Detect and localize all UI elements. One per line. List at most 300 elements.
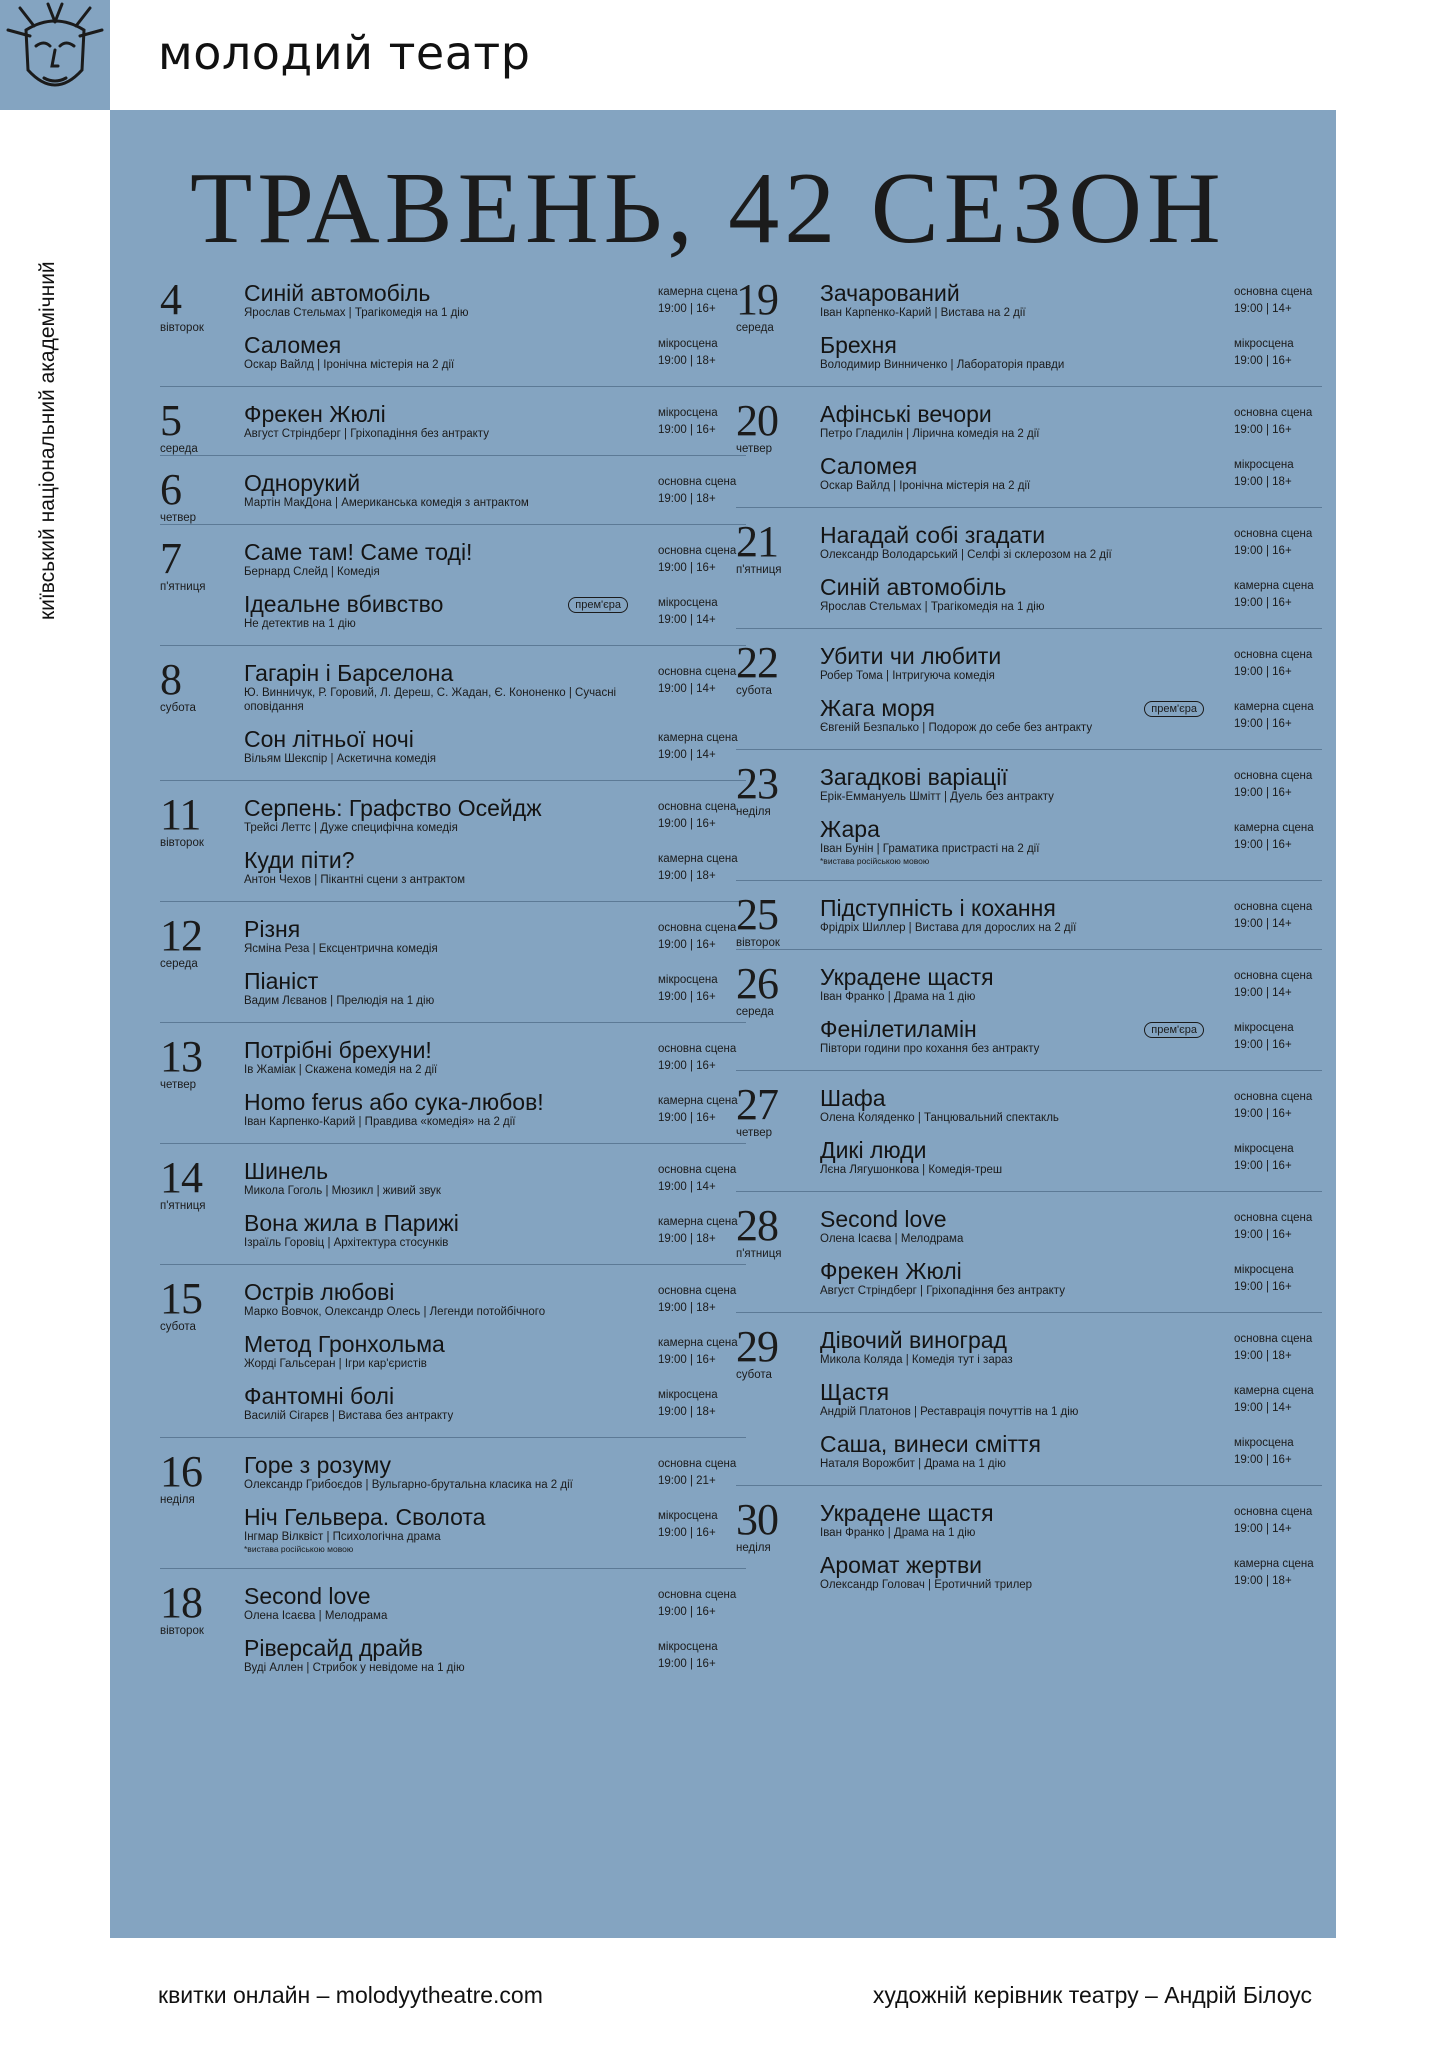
- show-venue-time: [1234, 405, 1322, 439]
- show-stage: камерна сцена: [658, 732, 738, 744]
- show-time-age: 19:00 | 16+: [1234, 839, 1292, 851]
- show-venue-time: [1234, 1141, 1322, 1175]
- schedule-day: [160, 655, 746, 781]
- show-list: [820, 1327, 1322, 1471]
- show-time-age: 19:00 | 16+: [1234, 1108, 1292, 1120]
- show-item[interactable]: [820, 1327, 1322, 1367]
- schedule-day: [160, 911, 746, 1023]
- show-item[interactable]: [820, 1085, 1322, 1125]
- show-item[interactable]: [244, 726, 746, 766]
- show-title[interactable]: Аромат жертви: [820, 1552, 983, 1578]
- show-title[interactable]: Потрібні брехуни!: [244, 1037, 432, 1063]
- show-time-age: 19:00 | 16+: [1234, 1281, 1292, 1293]
- day-of-week: вівторок: [736, 937, 780, 949]
- day-date: [160, 790, 238, 849]
- show-venue-time: [658, 336, 746, 370]
- show-venue-time: [1234, 526, 1322, 560]
- show-item[interactable]: [244, 539, 746, 579]
- show-item[interactable]: [820, 1552, 1322, 1592]
- schedule-day: [736, 1495, 1322, 1606]
- show-info: Володимир Винниченко | Лабораторія правди: [820, 359, 1065, 371]
- show-time-age: 19:00 | 18+: [658, 1406, 716, 1418]
- show-stage: мікросцена: [658, 338, 718, 350]
- premiere-badge: прем'єра: [568, 597, 628, 613]
- show-info: Інгмар Вілквіст | Психологічна драма: [244, 1531, 441, 1543]
- day-number: 20: [736, 396, 778, 445]
- show-info: Мартін МакДона | Американська комедія з антрактом: [244, 497, 529, 509]
- show-item[interactable]: [820, 1016, 1322, 1056]
- show-title[interactable]: Серпень: Графство Осейдж: [244, 795, 542, 821]
- show-venue-time: [658, 920, 746, 954]
- show-stage: основна сцена: [1234, 649, 1313, 661]
- schedule-day: [736, 1322, 1322, 1486]
- day-number: 12: [160, 911, 202, 960]
- show-title[interactable]: Сон літньої ночі: [244, 726, 414, 752]
- show-list: [244, 470, 746, 510]
- show-time-age: 19:00 | 21+: [658, 1475, 716, 1487]
- show-item[interactable]: [244, 591, 746, 631]
- show-title[interactable]: Куди піти?: [244, 847, 355, 873]
- show-title[interactable]: Однорукий: [244, 470, 361, 496]
- show-time-age: 19:00 | 16+: [658, 991, 716, 1003]
- show-stage: мікросцена: [1234, 1264, 1294, 1276]
- show-info: Ю. Винничук, Р. Горовий, Л. Дереш, С. Жадан, Є. Кононенко | Сучасні оповідання: [244, 687, 617, 713]
- show-time-age: 19:00 | 14+: [1234, 1402, 1292, 1414]
- show-stage: основна сцена: [658, 545, 737, 557]
- day-of-week: середа: [736, 1006, 774, 1018]
- show-title[interactable]: Підступність і кохання: [820, 895, 1056, 921]
- show-item[interactable]: [820, 1206, 1322, 1246]
- show-time-age: 19:00 | 14+: [658, 614, 716, 626]
- show-stage: мікросцена: [1234, 338, 1294, 350]
- show-title[interactable]: Вона жила в Парижі: [244, 1210, 459, 1236]
- show-venue-time: [658, 1041, 746, 1075]
- vertical-subtitle: київський національний академічний: [36, 261, 59, 620]
- schedule-day: [160, 1578, 746, 1689]
- show-item[interactable]: [820, 332, 1322, 372]
- day-date: [736, 890, 814, 949]
- show-venue-time: [1234, 457, 1322, 491]
- show-time-age: 19:00 | 14+: [1234, 918, 1292, 930]
- schedule-column-left: [160, 275, 746, 1703]
- day-date: [160, 1153, 238, 1212]
- show-item[interactable]: [820, 1431, 1322, 1471]
- show-info: Ясміна Реза | Ексцентрична комедія: [244, 943, 438, 955]
- show-item[interactable]: [244, 847, 746, 887]
- show-title[interactable]: Ніч Гельвера. Сволота: [244, 1504, 486, 1530]
- show-time-age: 19:00 | 18+: [1234, 1575, 1292, 1587]
- day-date: [160, 1447, 238, 1506]
- show-venue-time: [658, 543, 746, 577]
- show-venue-time: [658, 1093, 746, 1127]
- show-info: Август Стріндберг | Гріхопадіння без антракту: [244, 428, 489, 440]
- show-title[interactable]: Жара: [820, 816, 880, 842]
- show-title[interactable]: Фрекен Жюлі: [820, 1258, 962, 1284]
- show-time-age: 19:00 | 18+: [658, 870, 716, 882]
- show-title[interactable]: Саломея: [820, 453, 918, 479]
- day-of-week: п'ятниця: [160, 581, 206, 593]
- show-info: Марко Вовчок, Олександр Олесь | Легенди потойбічного: [244, 1306, 546, 1318]
- show-title[interactable]: Homo ferus або сука-любов!: [244, 1089, 544, 1115]
- day-number: 14: [160, 1153, 202, 1202]
- show-item[interactable]: [820, 643, 1322, 683]
- schedule-day: [736, 275, 1322, 387]
- day-number: 13: [160, 1032, 202, 1081]
- show-item[interactable]: [820, 1258, 1322, 1298]
- schedule-day: [160, 1153, 746, 1265]
- show-time-age: 19:00 | 16+: [658, 1112, 716, 1124]
- premiere-badge: прем'єра: [1144, 701, 1204, 717]
- show-list: [820, 522, 1322, 614]
- schedule-day: [160, 1447, 746, 1569]
- day-of-week: неділя: [736, 1542, 771, 1554]
- show-title[interactable]: Метод Гронхольма: [244, 1331, 445, 1357]
- show-title[interactable]: Синій автомобіль: [820, 574, 1007, 600]
- show-venue-time: [1234, 578, 1322, 612]
- show-title[interactable]: Брехня: [820, 332, 897, 358]
- show-title[interactable]: Жага моря: [820, 695, 935, 721]
- day-number: 23: [736, 759, 778, 808]
- show-item[interactable]: [244, 1583, 746, 1623]
- show-stage: камерна сцена: [1234, 1385, 1314, 1397]
- show-title[interactable]: Саме там! Саме тоді!: [244, 539, 473, 565]
- show-title[interactable]: Зачарований: [820, 280, 960, 306]
- show-list: [820, 1500, 1322, 1592]
- show-time-age: 19:00 | 16+: [1234, 666, 1292, 678]
- show-list: [244, 539, 746, 631]
- day-date: [160, 465, 238, 524]
- show-title[interactable]: Украдене щастя: [820, 1500, 994, 1526]
- show-title[interactable]: Синій автомобіль: [244, 280, 431, 306]
- show-time-age: 19:00 | 16+: [658, 818, 716, 830]
- show-title[interactable]: Саломея: [244, 332, 342, 358]
- show-venue-time: [1234, 899, 1322, 933]
- show-item[interactable]: [244, 1089, 746, 1129]
- show-item[interactable]: [244, 280, 746, 320]
- show-venue-time: [658, 799, 746, 833]
- show-info: Ізраїль Горовіц | Архітектура стосунків: [244, 1237, 449, 1249]
- show-stage: мікросцена: [1234, 1437, 1294, 1449]
- show-stage: основна сцена: [1234, 770, 1313, 782]
- show-item[interactable]: [820, 816, 1322, 866]
- show-info: Олександр Головач | Еротичний трилер: [820, 1579, 1033, 1591]
- show-item[interactable]: [244, 1452, 746, 1492]
- show-time-age: 19:00 | 14+: [658, 1181, 716, 1193]
- show-item[interactable]: [244, 1331, 746, 1371]
- show-title[interactable]: Убити чи любити: [820, 643, 1002, 669]
- show-info: Іван Франко | Драма на 1 дію: [820, 1527, 976, 1539]
- show-item[interactable]: [820, 522, 1322, 562]
- show-list: [244, 660, 746, 766]
- show-time-age: 19:00 | 16+: [658, 424, 716, 436]
- show-time-age: 19:00 | 16+: [1234, 1160, 1292, 1172]
- schedule-day: [736, 517, 1322, 629]
- show-stage: основна сцена: [1234, 1506, 1313, 1518]
- show-list: [244, 1037, 746, 1129]
- schedule-day: [736, 638, 1322, 750]
- show-venue-time: [658, 1639, 746, 1673]
- show-venue-time: [1234, 768, 1322, 802]
- show-time-age: 19:00 | 16+: [1234, 597, 1292, 609]
- show-title[interactable]: Різня: [244, 916, 301, 942]
- show-title[interactable]: Щастя: [820, 1379, 890, 1405]
- day-date: [736, 759, 814, 818]
- show-stage: основна сцена: [1234, 1333, 1313, 1345]
- show-item[interactable]: [820, 895, 1322, 935]
- show-list: [244, 280, 746, 372]
- show-item[interactable]: [244, 1635, 746, 1675]
- day-date: [160, 655, 238, 714]
- show-venue-time: [658, 1587, 746, 1621]
- show-info: Наталя Ворожбит | Драма на 1 дію: [820, 1458, 1006, 1470]
- show-time-age: 19:00 | 14+: [1234, 303, 1292, 315]
- show-stage: основна сцена: [658, 666, 737, 678]
- premiere-badge: прем'єра: [1144, 1022, 1204, 1038]
- day-number: 30: [736, 1495, 778, 1544]
- show-venue-time: [658, 1335, 746, 1369]
- show-item[interactable]: [244, 470, 746, 510]
- day-number: 7: [160, 534, 181, 583]
- show-title[interactable]: Дівочий виноград: [820, 1327, 1007, 1353]
- show-venue-time: [1234, 1210, 1322, 1244]
- show-stage: основна сцена: [1234, 970, 1313, 982]
- show-list: [820, 280, 1322, 372]
- show-venue-time: [658, 474, 746, 508]
- show-info: Олена Ісаєва | Мелодрама: [820, 1233, 964, 1245]
- show-item[interactable]: [244, 1210, 746, 1250]
- show-item[interactable]: [244, 1383, 746, 1423]
- show-title[interactable]: Гагарін і Барселона: [244, 660, 454, 686]
- show-info: Бернард Слейд | Комедія: [244, 566, 380, 578]
- show-title[interactable]: Фенілетиламін: [820, 1016, 977, 1042]
- show-title[interactable]: Фрекен Жюлі: [244, 401, 386, 427]
- show-info: Олександр Грибоєдов | Вульгарно-брутальна класика на 2 дії: [244, 1479, 573, 1491]
- show-list: [820, 964, 1322, 1056]
- show-venue-time: [658, 972, 746, 1006]
- show-stage: основна сцена: [658, 801, 737, 813]
- day-number: 5: [160, 396, 181, 445]
- show-info: Вільям Шекспір | Аскетична комедія: [244, 753, 436, 765]
- show-title[interactable]: Піаніст: [244, 968, 319, 994]
- show-title[interactable]: Загадкові варіації: [820, 764, 1008, 790]
- show-list: [244, 795, 746, 887]
- day-date: [736, 1495, 814, 1554]
- show-time-age: 19:00 | 16+: [658, 562, 716, 574]
- day-date: [736, 1201, 814, 1260]
- show-item[interactable]: [244, 401, 746, 441]
- tickets-link[interactable]: квитки онлайн – molodyytheatre.com: [158, 1982, 543, 2008]
- day-of-week: п'ятниця: [736, 1248, 782, 1260]
- show-stage: камерна сцена: [1234, 580, 1314, 592]
- show-list: [244, 1279, 746, 1423]
- page-title: ТРАВЕНЬ, 42 СЕЗОН: [190, 152, 1226, 265]
- day-number: 11: [160, 790, 201, 839]
- show-info: Ів Жаміак | Скажена комедія на 2 дії: [244, 1064, 438, 1076]
- show-title[interactable]: Шафа: [820, 1085, 886, 1111]
- show-info: Вуді Аллен | Стрибок у невідоме на 1 дію: [244, 1662, 465, 1674]
- day-date: [736, 275, 814, 334]
- show-item[interactable]: [820, 453, 1322, 493]
- show-title[interactable]: Саша, винеси сміття: [820, 1431, 1041, 1457]
- schedule-day: [160, 396, 746, 456]
- show-title[interactable]: Нагадай собі згадати: [820, 522, 1046, 548]
- show-info: Олександр Володарський | Селфі зі склерозом на 2 дії: [820, 549, 1112, 561]
- day-date: [736, 638, 814, 697]
- show-time-age: 19:00 | 16+: [658, 1606, 716, 1618]
- schedule-day: [160, 534, 746, 646]
- day-of-week: середа: [736, 322, 774, 334]
- show-info: Євгеній Безпалько | Подорож до себе без антракту: [820, 722, 1093, 734]
- show-venue-time: [1234, 1331, 1322, 1365]
- show-info: Оскар Вайлд | Іронічна містерія на 2 дії: [820, 480, 1031, 492]
- show-time-age: 19:00 | 16+: [1234, 1229, 1292, 1241]
- show-title[interactable]: Шинель: [244, 1158, 329, 1184]
- show-item[interactable]: [820, 964, 1322, 1004]
- show-list: [244, 401, 746, 441]
- show-venue-time: [1234, 1383, 1322, 1417]
- show-info: Вадим Лєванов | Прелюдія на 1 дію: [244, 995, 435, 1007]
- show-stage: камерна сцена: [658, 1216, 738, 1228]
- show-item[interactable]: [244, 1504, 746, 1554]
- show-time-age: 19:00 | 16+: [1234, 424, 1292, 436]
- show-item[interactable]: [820, 1137, 1322, 1177]
- show-info: Лєна Лягушонкова | Комедія-треш: [820, 1164, 1003, 1176]
- show-venue-time: [658, 405, 746, 439]
- show-item[interactable]: [820, 280, 1322, 320]
- show-item[interactable]: [820, 764, 1322, 804]
- show-time-age: 19:00 | 16+: [658, 1060, 716, 1072]
- day-of-week: вівторок: [160, 322, 204, 334]
- show-item[interactable]: [820, 695, 1322, 735]
- show-venue-time: [1234, 1262, 1322, 1296]
- show-title[interactable]: Ріверсайд драйв: [244, 1635, 424, 1661]
- day-number: 29: [736, 1322, 778, 1371]
- day-date: [160, 911, 238, 970]
- day-number: 15: [160, 1274, 202, 1323]
- show-title[interactable]: Украдене щастя: [820, 964, 994, 990]
- show-time-age: 19:00 | 14+: [658, 749, 716, 761]
- show-title[interactable]: Афінські вечори: [820, 401, 992, 427]
- show-time-age: 19:00 | 16+: [1234, 1039, 1292, 1051]
- show-list: [820, 895, 1322, 935]
- show-stage: основна сцена: [1234, 1212, 1313, 1224]
- day-of-week: субота: [736, 685, 772, 697]
- show-language-note: *вистава російською мовою: [820, 856, 930, 866]
- show-info: Ярослав Стельмах | Трагікомедія на 1 дію: [244, 307, 469, 319]
- show-info: Іван Карпенко-Карий | Правдива «комедія» на 2 дії: [244, 1116, 516, 1128]
- show-info: Фрідріх Шиллер | Вистава для дорослих на 2 дії: [820, 922, 1077, 934]
- show-item[interactable]: [244, 968, 746, 1008]
- day-date: [160, 396, 238, 455]
- show-list: [244, 916, 746, 1008]
- show-stage: камерна сцена: [1234, 1558, 1314, 1570]
- show-stage: камерна сцена: [658, 1337, 738, 1349]
- show-venue-time: [658, 1508, 746, 1542]
- show-venue-time: [658, 595, 746, 629]
- show-list: [244, 1452, 746, 1554]
- show-stage: основна сцена: [1234, 528, 1313, 540]
- day-date: [160, 275, 238, 334]
- show-time-age: 19:00 | 16+: [1234, 1454, 1292, 1466]
- show-title[interactable]: Острів любові: [244, 1279, 395, 1305]
- show-time-age: 19:00 | 16+: [658, 1527, 716, 1539]
- day-number: 16: [160, 1447, 202, 1496]
- show-time-age: 19:00 | 16+: [1234, 545, 1292, 557]
- day-number: 19: [736, 275, 778, 324]
- day-of-week: четвер: [160, 512, 197, 524]
- show-venue-time: [658, 851, 746, 885]
- show-item[interactable]: [244, 1158, 746, 1198]
- show-venue-time: [658, 1387, 746, 1421]
- show-title[interactable]: Фантомні болі: [244, 1383, 395, 1409]
- day-of-week: неділя: [736, 806, 771, 818]
- show-item[interactable]: [244, 332, 746, 372]
- day-of-week: четвер: [736, 443, 773, 455]
- show-item[interactable]: [820, 1379, 1322, 1419]
- show-title[interactable]: Second love: [244, 1583, 371, 1609]
- show-stage: камерна сцена: [1234, 701, 1314, 713]
- show-info: Олена Коляденко | Танцювальний спектакль: [820, 1112, 1059, 1124]
- show-stage: основна сцена: [1234, 286, 1313, 298]
- day-of-week: вівторок: [160, 837, 204, 849]
- schedule-day: [160, 790, 746, 902]
- show-time-age: 19:00 | 18+: [658, 1233, 716, 1245]
- day-number: 28: [736, 1201, 778, 1250]
- show-stage: камерна сцена: [658, 1095, 738, 1107]
- day-number: 6: [160, 465, 181, 514]
- show-item[interactable]: [820, 401, 1322, 441]
- day-of-week: субота: [160, 702, 196, 714]
- day-of-week: п'ятниця: [160, 1200, 206, 1212]
- show-info: Микола Коляда | Комедія тут і зараз: [820, 1354, 1013, 1366]
- show-time-age: 19:00 | 16+: [658, 939, 716, 951]
- show-stage: основна сцена: [1234, 1091, 1313, 1103]
- show-info: Ерік-Еммануель Шмітт | Дуель без антракту: [820, 791, 1054, 803]
- day-of-week: середа: [160, 958, 198, 970]
- show-title[interactable]: Second love: [820, 1206, 947, 1232]
- show-item[interactable]: [820, 574, 1322, 614]
- show-title[interactable]: Дикі люди: [820, 1137, 927, 1163]
- day-number: 21: [736, 517, 778, 566]
- show-venue-time: [1234, 1089, 1322, 1123]
- show-item[interactable]: [244, 795, 746, 835]
- day-number: 22: [736, 638, 778, 687]
- day-date: [736, 959, 814, 1018]
- show-title[interactable]: Горе з розуму: [244, 1452, 392, 1478]
- schedule-day: [736, 1080, 1322, 1192]
- show-stage: мікросцена: [1234, 459, 1294, 471]
- show-item[interactable]: [244, 660, 746, 714]
- show-item[interactable]: [244, 916, 746, 956]
- show-stage: мікросцена: [1234, 1022, 1294, 1034]
- show-time-age: 19:00 | 18+: [1234, 476, 1292, 488]
- show-item[interactable]: [244, 1279, 746, 1319]
- schedule-day: [160, 1032, 746, 1144]
- show-stage: основна сцена: [1234, 901, 1313, 913]
- show-item[interactable]: [820, 1500, 1322, 1540]
- schedule-day: [160, 465, 746, 525]
- show-title[interactable]: Ідеальне вбивство: [244, 591, 444, 617]
- schedule-day: [160, 275, 746, 387]
- show-stage: основна сцена: [658, 1285, 737, 1297]
- day-number: 26: [736, 959, 778, 1008]
- show-time-age: 19:00 | 18+: [658, 1302, 716, 1314]
- show-stage: камерна сцена: [658, 853, 738, 865]
- show-stage: мікросцена: [658, 1389, 718, 1401]
- theatre-logo[interactable]: [0, 0, 110, 110]
- show-info: Оскар Вайлд | Іронічна містерія на 2 дії: [244, 359, 455, 371]
- show-item[interactable]: [244, 1037, 746, 1077]
